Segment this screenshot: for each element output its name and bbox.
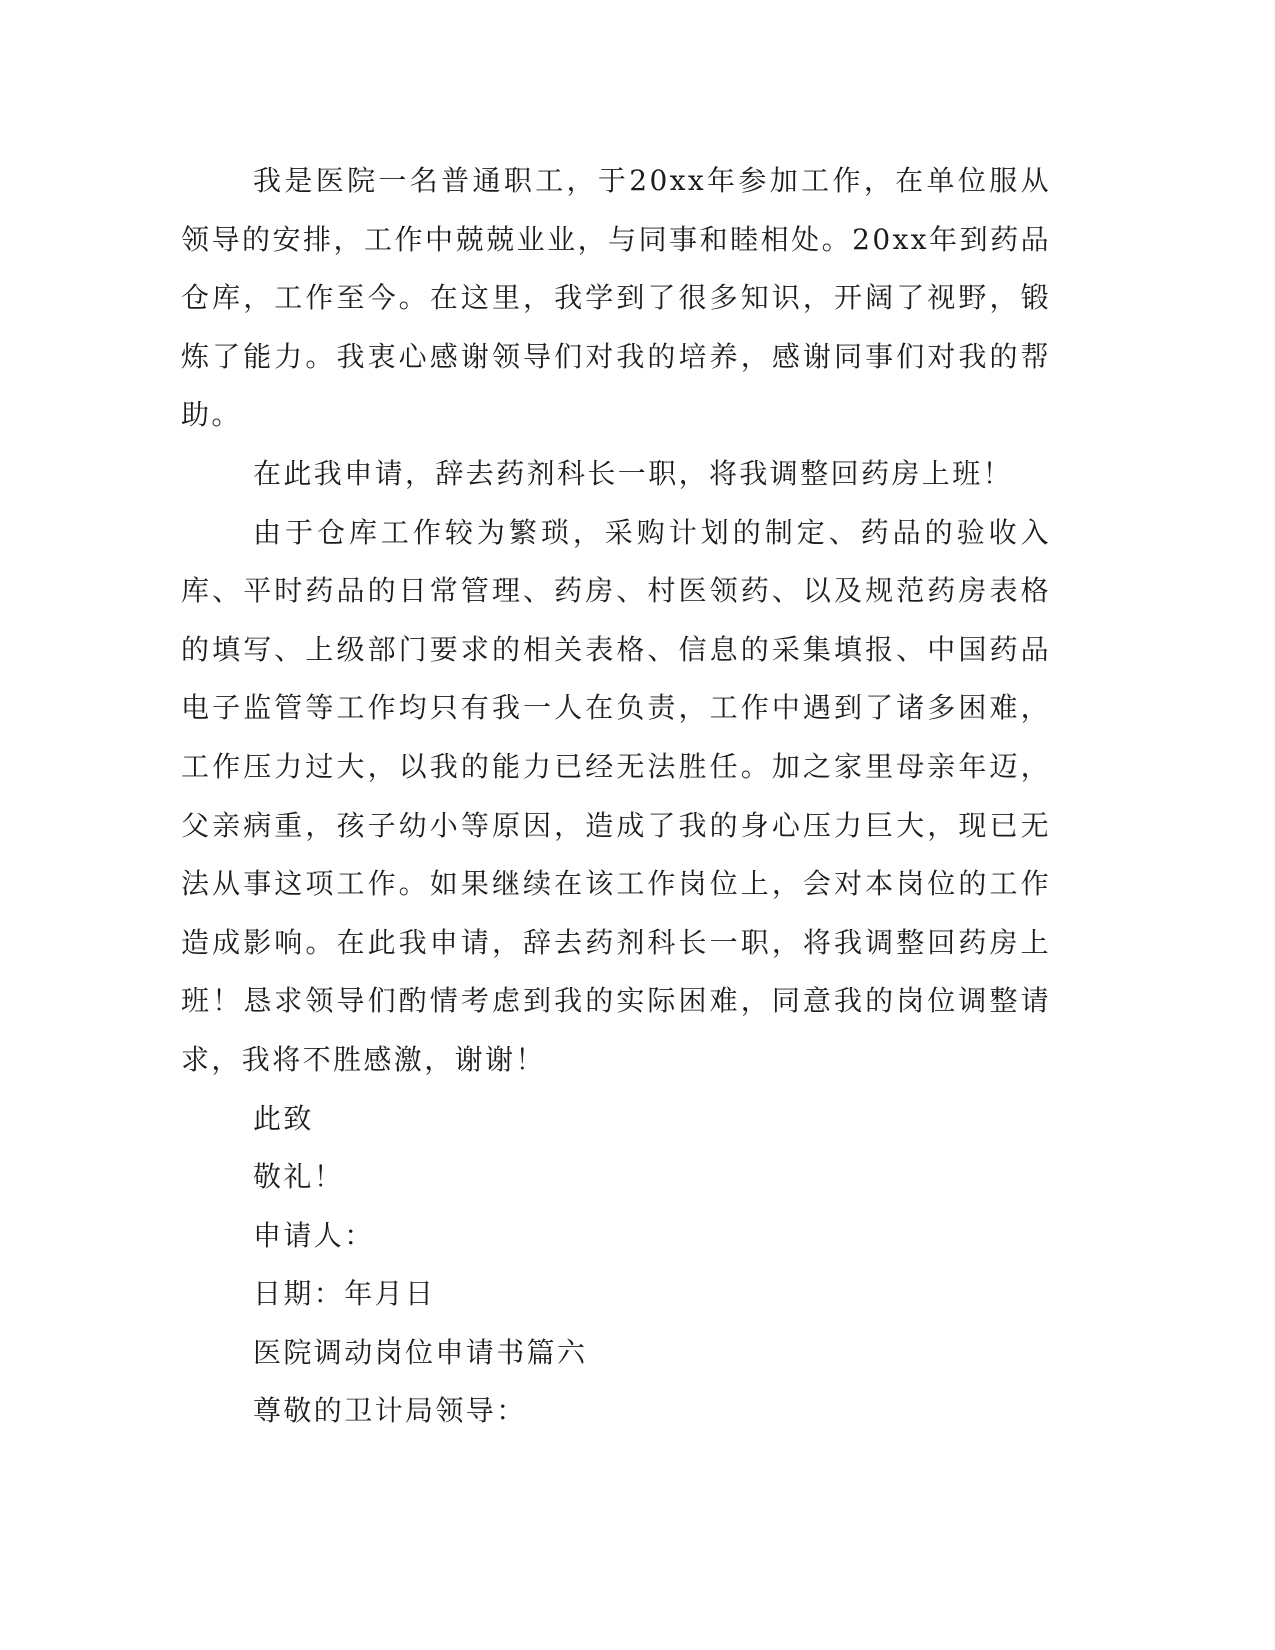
date-label: 日期：年月日 (253, 1277, 436, 1311)
applicant-label: 申请人： (253, 1218, 375, 1252)
paragraph-request: 在此我申请，辞去药剂科长一职，将我调整回药房上班！ (253, 456, 1014, 490)
section-greeting: 尊敬的卫计局领导： (253, 1394, 527, 1428)
section-title: 医院调动岗位申请书篇六 (253, 1335, 588, 1369)
letter-body (181, 152, 1051, 1441)
closing-regards: 敬礼！ (253, 1160, 345, 1194)
closing-salutation: 此致 (253, 1101, 314, 1135)
paragraph-intro: 我是医院一名普通职工，于20xx年参加工作，在单位服从领导的安排，工作中兢兢业业，与同事和睦相处。20xx年到药品仓库，工作至今。在这里，我学到了很多知识，开阔了视野，锻炼了能力。我衷心感谢领导们对我的培养，感谢同事们对我的帮助。 (181, 164, 1051, 432)
paragraph-reasons: 由于仓库工作较为繁琐，采购计划的制定、药品的验收入库、平时药品的日常管理、药房、村医领药、以及规范药房表格的填写、上级部门要求的相关表格、信息的采集填报、中国药品电子监管等工作均只有我一人在负责，工作中遇到了诸多困难，工作压力过大，以我的能力已经无法胜任。加之家里母亲年迈，父亲病重，孩子幼小等原因，造成了我的身心压力巨大，现已无法从事这项工作。如果继续在该工作岗位上，会对本岗位的工作造成影响。在此我申请，辞去药剂科长一职，将我调整回药房上班！恳求领导们酌情考虑到我的实际困难，同意我的岗位调整请求，我将不胜感激，谢谢！ (181, 515, 1051, 1076)
